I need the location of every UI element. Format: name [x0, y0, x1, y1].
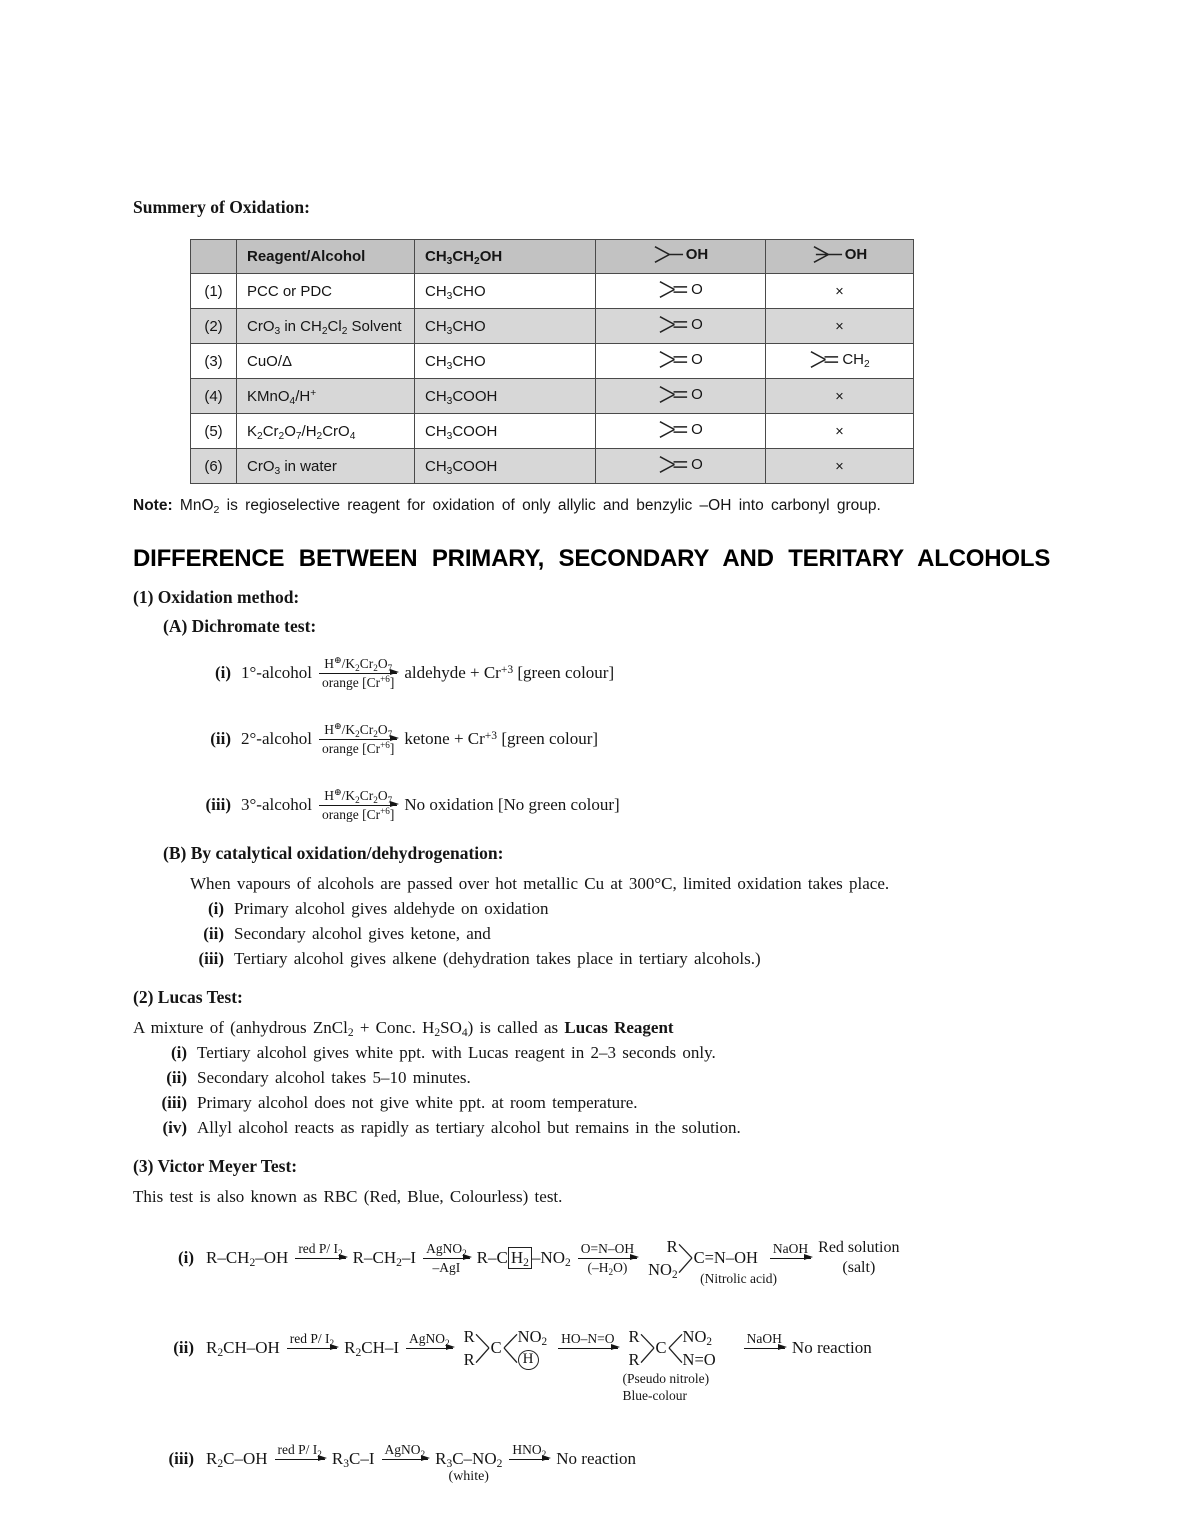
reactant: $R-CH_2-OH$ [206, 1248, 289, 1269]
oxidation-summary-table [190, 239, 914, 484]
arrow-right-icon [319, 739, 397, 740]
reaction-arrow: $H^\oplus/K_2Cr_2O_7$ orange $[Cr^{+6}]$ [319, 656, 397, 691]
list-item: (i) Primary alcohol gives aldehyde on oxidation [207, 899, 549, 918]
arrow-right-icon [319, 673, 397, 674]
dichromate-reaction-ii [195, 709, 1142, 769]
boxed-h2: $H_2$ [508, 1247, 532, 1269]
header-blank [191, 240, 237, 274]
section-1B-title: (B) By catalytical oxidation/dehydrogenation: [163, 843, 504, 863]
bond-lines [503, 1328, 518, 1368]
nitrolic-acid-structure: R $NO_2$ C=N–OH (Nitrolic acid) [648, 1236, 777, 1286]
circled-h: H [518, 1350, 539, 1370]
arrow-right-icon [382, 1459, 429, 1460]
section-1A-title: (A) Dichromate test: [163, 616, 317, 636]
ketone-icon: O [658, 417, 703, 442]
reaction-arrow: red P/ $I_2$ [295, 1241, 345, 1276]
header-reagent: Reagent/Alcohol [237, 240, 415, 274]
lucas-list [145, 1043, 1142, 1138]
product: ketone + $Cr^{+3}$ [green colour] [404, 729, 599, 748]
list-item: (i) Tertiary alcohol gives white ppt. with Lucas reagent in 2–3 seconds only. [170, 1043, 716, 1062]
victor-reaction-i: (i) $R-CH_2-OH$ red P/ $I_2$ $R-CH_2-I$ AgNO$_2$ –AgI R–C $H_2$ $-NO_2$ O=N–OH $(-H_2O)$ R $NO_2$ C=N–OH (Nitrolic acid) NaOH Red solution (salt) [177, 1236, 900, 1286]
alkene-icon: $CH_2$ [809, 347, 869, 372]
reaction-arrow: AgNO$_2$ –AgI [423, 1241, 470, 1276]
nitroalkane-structure: R R C $NO_2$ H [463, 1326, 548, 1369]
arrow-right-icon [319, 805, 397, 806]
main-heading: DIFFERENCE BETWEEN PRIMARY, SECONDARY AND TERITARY ALCOHOLS [133, 545, 1051, 572]
reaction-arrow: O=N–OH $(-H_2O)$ [578, 1241, 637, 1276]
reaction-arrow: NaOH [744, 1331, 785, 1366]
arrow-right-icon [558, 1348, 617, 1349]
arrow-right-icon [744, 1348, 785, 1349]
arrow-right-icon [423, 1258, 470, 1259]
section-1-title: (1) Oxidation method: [133, 587, 300, 607]
table-row: (1) PCC or PDC $CH_3CHO$ O × [191, 274, 914, 309]
ketone-icon: O [658, 277, 703, 302]
section-2-intro: A mixture of (anhydrous ZnCl$_2$ + Conc. $H_2SO_4$) is called as Lucas Reagent [133, 1018, 674, 1039]
ketone-icon: O [658, 382, 703, 407]
product: No oxidation [No green colour] [404, 795, 620, 814]
table-row: (6) CrO$_3$ in water $CH_3COOH$ O × [191, 449, 914, 484]
table-row: (2) CrO$_3$ in $CH_2Cl_2$ Solvent $CH_3CHO$ O × [191, 309, 914, 344]
cross-mark: × [835, 318, 844, 335]
reaction-arrow: $H^\oplus/K_2Cr_2O_7$ orange $[Cr^{+6}]$ [319, 722, 397, 757]
reaction-arrow: $H^\oplus/K_2Cr_2O_7$ orange $[Cr^{+6}]$ [319, 788, 397, 823]
intermediate: $R-CH_2-I$ [352, 1248, 417, 1269]
structure-caption: (Pseudo nitrole) Blue-colour [622, 1370, 710, 1403]
reaction-arrow: NaOH [770, 1241, 811, 1276]
dichromate-reaction-iii [195, 775, 1142, 835]
table-header-row [191, 240, 914, 274]
note [133, 497, 1142, 515]
bond-lines [475, 1328, 490, 1368]
table-row: (3) CuO/Δ $CH_3CHO$ O $CH_2$ [191, 344, 914, 379]
reactant: 2°-alcohol [241, 729, 312, 748]
reaction-arrow: $HNO_2$ [509, 1442, 549, 1477]
reactant: $R_2CH-OH$ [206, 1338, 280, 1359]
victor-reaction-ii: (ii) $R_2CH-OH$ red P/ $I_2$ $R_2CH-I$ AgNO$_2$ R R C $NO_2$ H HO–N=O R R C $NO_2$ N=O (Pseudo nitrole) Blue-colour NaOH No reaction [173, 1326, 872, 1403]
ketone-icon: O [658, 312, 703, 337]
bond-lines [678, 1238, 693, 1278]
victor-reaction-iii: (iii) $R_2C-OH$ red P/ $I_2$ $R_3C-I$ AgNO$_2$ $R_3C-NO_2$ (white) $HNO_2$ No reaction [168, 1441, 637, 1485]
ketone-icon: O [658, 452, 703, 477]
section-1B-intro: When vapours of alcohols are passed over hot metallic Cu at 300°C, limited oxidation takes place. [190, 874, 890, 893]
reaction-arrow: red P/ $I_2$ [287, 1331, 337, 1366]
reactant: 1°-alcohol [241, 663, 312, 682]
list-item: (iv) Allyl alcohol reacts as rapidly as tertiary alcohol but remains in the solution. [162, 1118, 741, 1137]
section-3-intro: This test is also known as RBC (Red, Blue, Colourless) test. [133, 1187, 563, 1206]
dichromate-reaction-i [195, 643, 1142, 703]
structure-caption: (Nitrolic acid) [700, 1270, 777, 1286]
bond-lines [640, 1328, 655, 1368]
nitro-compound: $R_3C-NO_2$ (white) [435, 1449, 503, 1485]
intermediate: $R_3C-I$ [331, 1449, 375, 1470]
note-text: MnO$_2$ is regioselective reagent for oxidation of only allylic and benzylic –OH into carbonyl group. [179, 497, 881, 516]
cross-mark: × [835, 388, 844, 405]
list-item: (ii) Secondary alcohol gives ketone, and [203, 924, 491, 943]
tertiary-alcohol-icon: OH [812, 242, 868, 267]
note-label: Note: [133, 497, 173, 514]
cross-mark: × [835, 458, 844, 475]
summary-heading: Summery of Oxidation: [133, 197, 310, 217]
arrow-right-icon [275, 1459, 325, 1460]
catalytic-list [190, 899, 1142, 969]
cross-mark: × [835, 423, 844, 440]
table-row: (4) KMnO$_4$/H+ $CH_3COOH$ O × [191, 379, 914, 414]
table-row: (5) $K_2Cr_2O_7/H_2CrO_4$ $CH_3COOH$ O × [191, 414, 914, 449]
section-2-title: (2) Lucas Test: [133, 987, 243, 1007]
arrow-right-icon [406, 1348, 453, 1349]
reaction-result: Red solution (salt) [818, 1239, 900, 1276]
reaction-arrow: red P/ $I_2$ [275, 1442, 325, 1477]
list-item: (iii) Tertiary alcohol gives alkene (dehydration takes place in tertiary alcohols.) [198, 949, 761, 968]
reaction-arrow: AgNO$_2$ [406, 1331, 453, 1366]
reaction-result: No reaction [791, 1338, 872, 1357]
item-marker: (iii) [205, 795, 231, 814]
structure-caption: (white) [448, 1469, 489, 1485]
reaction-arrow: HO–N=O [558, 1331, 617, 1366]
reactant: 3°-alcohol [241, 795, 312, 814]
bond-lines [668, 1328, 683, 1368]
secondary-alcohol-icon: OH [653, 242, 709, 267]
nitro-compound: R–C $H_2$ $-NO_2$ [476, 1248, 571, 1269]
list-item: (iii) Primary alcohol does not give white ppt. at room temperature. [161, 1093, 638, 1112]
cross-mark: × [835, 283, 844, 300]
arrow-right-icon [578, 1258, 637, 1259]
list-item: (ii) Secondary alcohol takes 5–10 minutes. [166, 1068, 471, 1087]
arrow-right-icon [287, 1348, 337, 1349]
section-3-title: (3) Victor Meyer Test: [133, 1156, 298, 1176]
arrow-right-icon [295, 1258, 345, 1259]
ketone-icon: O [658, 347, 703, 372]
reaction-result: No reaction [556, 1449, 637, 1468]
header-ethanol: $CH_3CH_2OH$ [415, 240, 596, 274]
arrow-right-icon [770, 1258, 811, 1259]
item-marker: (i) [214, 663, 231, 682]
arrow-right-icon [509, 1459, 549, 1460]
reaction-arrow: AgNO$_2$ [382, 1442, 429, 1477]
intermediate: $R_2CH-I$ [344, 1338, 400, 1359]
reactant: $R_2C-OH$ [206, 1449, 268, 1470]
item-marker: (ii) [210, 729, 231, 748]
pseudo-nitrole-structure: R R C $NO_2$ N=O (Pseudo nitrole) Blue-colour [622, 1326, 716, 1403]
product: aldehyde + $Cr^{+3}$ [green colour] [404, 663, 615, 682]
